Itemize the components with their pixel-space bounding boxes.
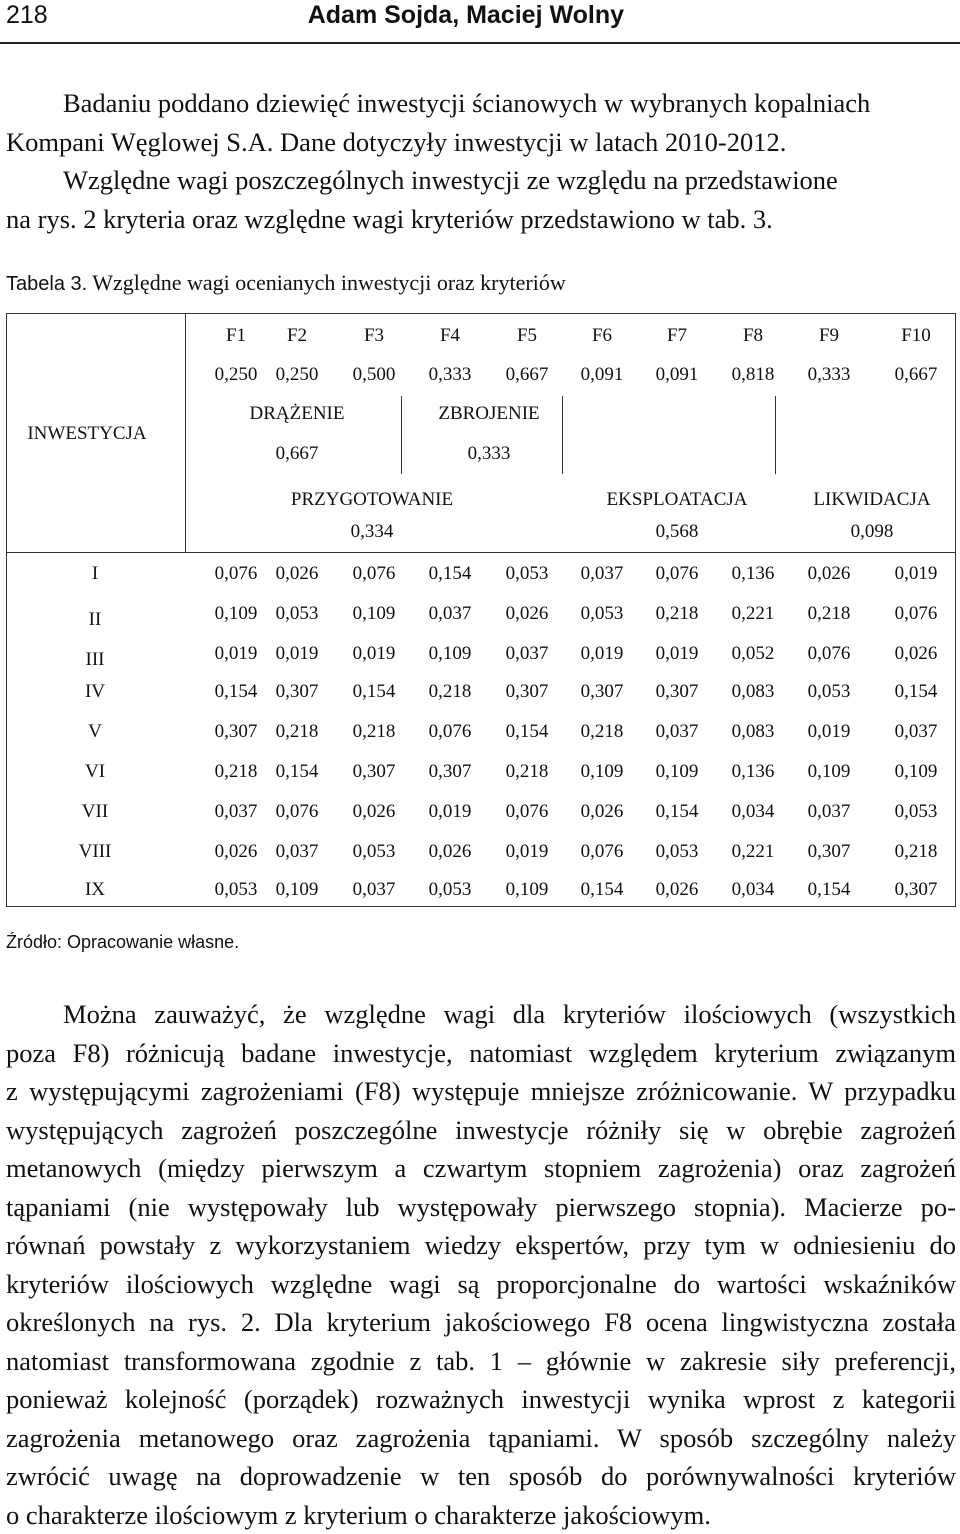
criterion-weight: 0,250 <box>276 363 319 387</box>
table-cell: 0,307 <box>215 720 258 744</box>
investment-id: VII <box>82 800 108 824</box>
group-zbrojenie-label: ZBROJENIE <box>438 402 539 426</box>
table-cell: 0,154 <box>215 680 258 704</box>
criterion-header: F2 <box>287 324 307 348</box>
table-cell: 0,076 <box>656 562 699 586</box>
table-cell: 0,019 <box>429 800 472 824</box>
criterion-weight: 0,333 <box>808 363 851 387</box>
table-cell: 0,053 <box>353 840 396 864</box>
table-cell: 0,109 <box>581 760 624 784</box>
table-source: Źródło: Opracowanie własne. <box>6 930 239 954</box>
table-cell: 0,154 <box>581 878 624 902</box>
table-cell: 0,053 <box>581 602 624 626</box>
paragraph-line: poza F8) różnicują badane inwestycje, natomiast względem kryterium związanym <box>6 1034 956 1073</box>
criterion-header: F10 <box>901 324 931 348</box>
table-caption <box>6 268 566 299</box>
table-cell: 0,076 <box>581 840 624 864</box>
table-cell: 0,307 <box>429 760 472 784</box>
group-divider <box>775 396 776 474</box>
table-cell: 0,053 <box>656 840 699 864</box>
table-cell: 0,019 <box>506 840 549 864</box>
investment-id: II <box>89 608 102 632</box>
table-cell: 0,026 <box>581 800 624 824</box>
weights-table <box>6 313 956 907</box>
table-cell: 0,218 <box>808 602 851 626</box>
table-caption-label: Tabela 3. <box>6 273 87 295</box>
table-cell: 0,307 <box>506 680 549 704</box>
table-cell: 0,083 <box>732 680 775 704</box>
table-cell: 0,218 <box>656 602 699 626</box>
table-cell: 0,034 <box>732 878 775 902</box>
table-cell: 0,076 <box>506 800 549 824</box>
table-cell: 0,053 <box>808 680 851 704</box>
phase-przygotowanie-label: PRZYGOTOWANIE <box>291 488 453 512</box>
table-cell: 0,218 <box>276 720 319 744</box>
table-cell: 0,037 <box>506 642 549 666</box>
table-cell: 0,037 <box>353 878 396 902</box>
table-cell: 0,218 <box>429 680 472 704</box>
table-cell: 0,076 <box>895 602 938 626</box>
table-cell: 0,109 <box>808 760 851 784</box>
intro-line: na rys. 2 kryteria oraz względne wagi kryteriów przedstawiono w tab. 3. <box>6 200 956 239</box>
table-cell: 0,076 <box>429 720 472 744</box>
table-cell: 0,026 <box>353 800 396 824</box>
criterion-weight: 0,500 <box>353 363 396 387</box>
table-cell: 0,076 <box>808 642 851 666</box>
criterion-header: F5 <box>517 324 537 348</box>
table-cell: 0,037 <box>429 602 472 626</box>
table-cell: 0,109 <box>506 878 549 902</box>
investment-id: VI <box>85 760 105 784</box>
table-cell: 0,083 <box>732 720 775 744</box>
table-cell: 0,037 <box>215 800 258 824</box>
table-cell: 0,019 <box>581 642 624 666</box>
table-cell: 0,037 <box>276 840 319 864</box>
table-cell: 0,154 <box>656 800 699 824</box>
group-drazenie-weight: 0,667 <box>276 442 319 466</box>
paragraph-line: określonych na rys. 2. Dla kryterium jakościowego F8 ocena lingwistyczna została <box>6 1303 956 1342</box>
table-cell: 0,154 <box>353 680 396 704</box>
table-cell: 0,019 <box>808 720 851 744</box>
table-cell: 0,026 <box>895 642 938 666</box>
table-cell: 0,019 <box>215 642 258 666</box>
criterion-weight: 0,667 <box>506 363 549 387</box>
group-divider <box>401 396 402 474</box>
table-cell: 0,307 <box>895 878 938 902</box>
table-caption-text: Względne wagi ocenianych inwestycji oraz kryteriów <box>92 270 565 295</box>
table-cell: 0,019 <box>276 642 319 666</box>
table-cell: 0,053 <box>276 602 319 626</box>
table-cell: 0,154 <box>506 720 549 744</box>
table-cell: 0,019 <box>895 562 938 586</box>
investment-id: IX <box>85 878 105 902</box>
table-cell: 0,026 <box>215 840 258 864</box>
table-cell: 0,019 <box>656 642 699 666</box>
table-cell: 0,109 <box>215 602 258 626</box>
table-cell: 0,307 <box>656 680 699 704</box>
investment-id: III <box>86 648 105 672</box>
table-cell: 0,109 <box>895 760 938 784</box>
criterion-header: F8 <box>743 324 763 348</box>
table-cell: 0,026 <box>429 840 472 864</box>
phase-eksploatacja-label: EKSPLOATACJA <box>607 488 748 512</box>
table-cell: 0,026 <box>808 562 851 586</box>
table-cell: 0,154 <box>895 680 938 704</box>
intro-paragraph <box>6 84 956 238</box>
table-cell: 0,307 <box>581 680 624 704</box>
criterion-header: F6 <box>592 324 612 348</box>
table-cell: 0,154 <box>429 562 472 586</box>
intro-line: Kompani Węglowej S.A. Dane dotyczyły inwestycji w latach 2010-2012. <box>6 123 956 162</box>
paragraph-line: ponieważ kolejność (porządek) rozważnych inwestycji wynika wprost z kategorii <box>6 1380 956 1419</box>
table-cell: 0,076 <box>215 562 258 586</box>
criterion-weight: 0,091 <box>581 363 624 387</box>
table-cell: 0,218 <box>215 760 258 784</box>
phase-likwidacja-weight: 0,098 <box>851 520 894 544</box>
table-cell: 0,037 <box>895 720 938 744</box>
table-cell: 0,026 <box>506 602 549 626</box>
page-number: 218 <box>6 0 48 30</box>
table-cell: 0,109 <box>276 878 319 902</box>
paragraph-line: natomiast transformowana zgodnie z tab. 1 – głównie w zakresie siły preferencji, <box>6 1342 956 1381</box>
paragraph-line: o charakterze ilościowym z kryterium o charakterze jakościowym. <box>6 1496 956 1534</box>
header-bottom-rule <box>7 552 956 553</box>
intro-line: Badaniu poddano dziewięć inwestycji ścianowych w wybranych kopalniach <box>6 84 956 123</box>
table-cell: 0,109 <box>656 760 699 784</box>
table-cell: 0,053 <box>895 800 938 824</box>
table-cell: 0,221 <box>732 602 775 626</box>
table-cell: 0,019 <box>353 642 396 666</box>
investment-id: I <box>92 562 98 586</box>
paragraph-line: tąpaniami (nie występowały lub występowały pierwszego stopnia). Macierze po- <box>6 1188 956 1227</box>
criterion-header: F4 <box>440 324 460 348</box>
table-cell: 0,053 <box>429 878 472 902</box>
table-cell: 0,037 <box>581 562 624 586</box>
header-rule <box>0 42 960 44</box>
running-header-authors: Adam Sojda, Maciej Wolny <box>308 0 624 30</box>
table-cell: 0,076 <box>276 800 319 824</box>
table-cell: 0,307 <box>276 680 319 704</box>
criterion-weight: 0,250 <box>215 363 258 387</box>
table-cell: 0,053 <box>215 878 258 902</box>
paragraph-line: występujących zagrożeń poszczególne inwestycje różniły się w obrębie zagrożeń <box>6 1111 956 1150</box>
table-cell: 0,034 <box>732 800 775 824</box>
investment-id: IV <box>85 680 105 704</box>
table-cell: 0,218 <box>353 720 396 744</box>
group-zbrojenie-weight: 0,333 <box>468 442 511 466</box>
table-cell: 0,218 <box>506 760 549 784</box>
table-cell: 0,053 <box>506 562 549 586</box>
table-cell: 0,307 <box>808 840 851 864</box>
table-cell: 0,154 <box>276 760 319 784</box>
table-cell: 0,109 <box>429 642 472 666</box>
table-cell: 0,037 <box>808 800 851 824</box>
discussion-paragraph <box>6 995 956 1534</box>
table-cell: 0,154 <box>808 878 851 902</box>
table-cell: 0,136 <box>732 562 775 586</box>
criterion-header: F9 <box>819 324 839 348</box>
criterion-header: F1 <box>226 324 246 348</box>
investment-id: V <box>88 720 102 744</box>
table-cell: 0,076 <box>353 562 396 586</box>
criterion-header: F3 <box>364 324 384 348</box>
table-cell: 0,218 <box>895 840 938 864</box>
paragraph-line: równań powstały z wykorzystaniem wiedzy ekspertów, przy tym w odniesieniu do <box>6 1226 956 1265</box>
phase-przygotowanie-weight: 0,334 <box>351 520 394 544</box>
criterion-weight: 0,333 <box>429 363 472 387</box>
group-divider <box>562 396 563 474</box>
paragraph-line: Można zauważyć, że względne wagi dla kryteriów ilościowych (wszystkich <box>6 995 956 1034</box>
running-header <box>0 0 960 44</box>
table-cell: 0,136 <box>732 760 775 784</box>
table-cell: 0,109 <box>353 602 396 626</box>
phase-likwidacja-label: LIKWIDACJA <box>813 488 930 512</box>
table-cell: 0,026 <box>656 878 699 902</box>
investment-id: VIII <box>79 840 112 864</box>
criterion-weight: 0,667 <box>895 363 938 387</box>
paragraph-line: z występującymi zagrożeniami (F8) występuje mniejsze zróżnicowanie. W przypadku <box>6 1072 956 1111</box>
table-cell: 0,037 <box>656 720 699 744</box>
table-header-divider <box>185 314 186 552</box>
paragraph-line: kryteriów ilościowych względne wagi są proporcjonalne do wartości wskaźników <box>6 1265 956 1304</box>
criterion-weight: 0,818 <box>732 363 775 387</box>
table-cell: 0,052 <box>732 642 775 666</box>
table-cell: 0,221 <box>732 840 775 864</box>
paragraph-line: zwrócić uwagę na doprowadzenie w ten sposób do porównywalności kryteriów <box>6 1457 956 1496</box>
row-header-label: INWESTYCJA <box>27 422 146 446</box>
paragraph-line: zagrożenia metanowego oraz zagrożenia tąpaniami. W sposób szczególny należy <box>6 1419 956 1458</box>
table-cell: 0,026 <box>276 562 319 586</box>
table-cell: 0,307 <box>353 760 396 784</box>
phase-eksploatacja-weight: 0,568 <box>656 520 699 544</box>
table-cell: 0,218 <box>581 720 624 744</box>
intro-line: Względne wagi poszczególnych inwestycji ze względu na przedstawione <box>6 161 956 200</box>
criterion-header: F7 <box>667 324 687 348</box>
group-drazenie-label: DRĄŻENIE <box>250 402 345 426</box>
criterion-weight: 0,091 <box>656 363 699 387</box>
paragraph-line: metanowych (między pierwszym a czwartym stopniem zagrożenia) oraz zagrożeń <box>6 1149 956 1188</box>
